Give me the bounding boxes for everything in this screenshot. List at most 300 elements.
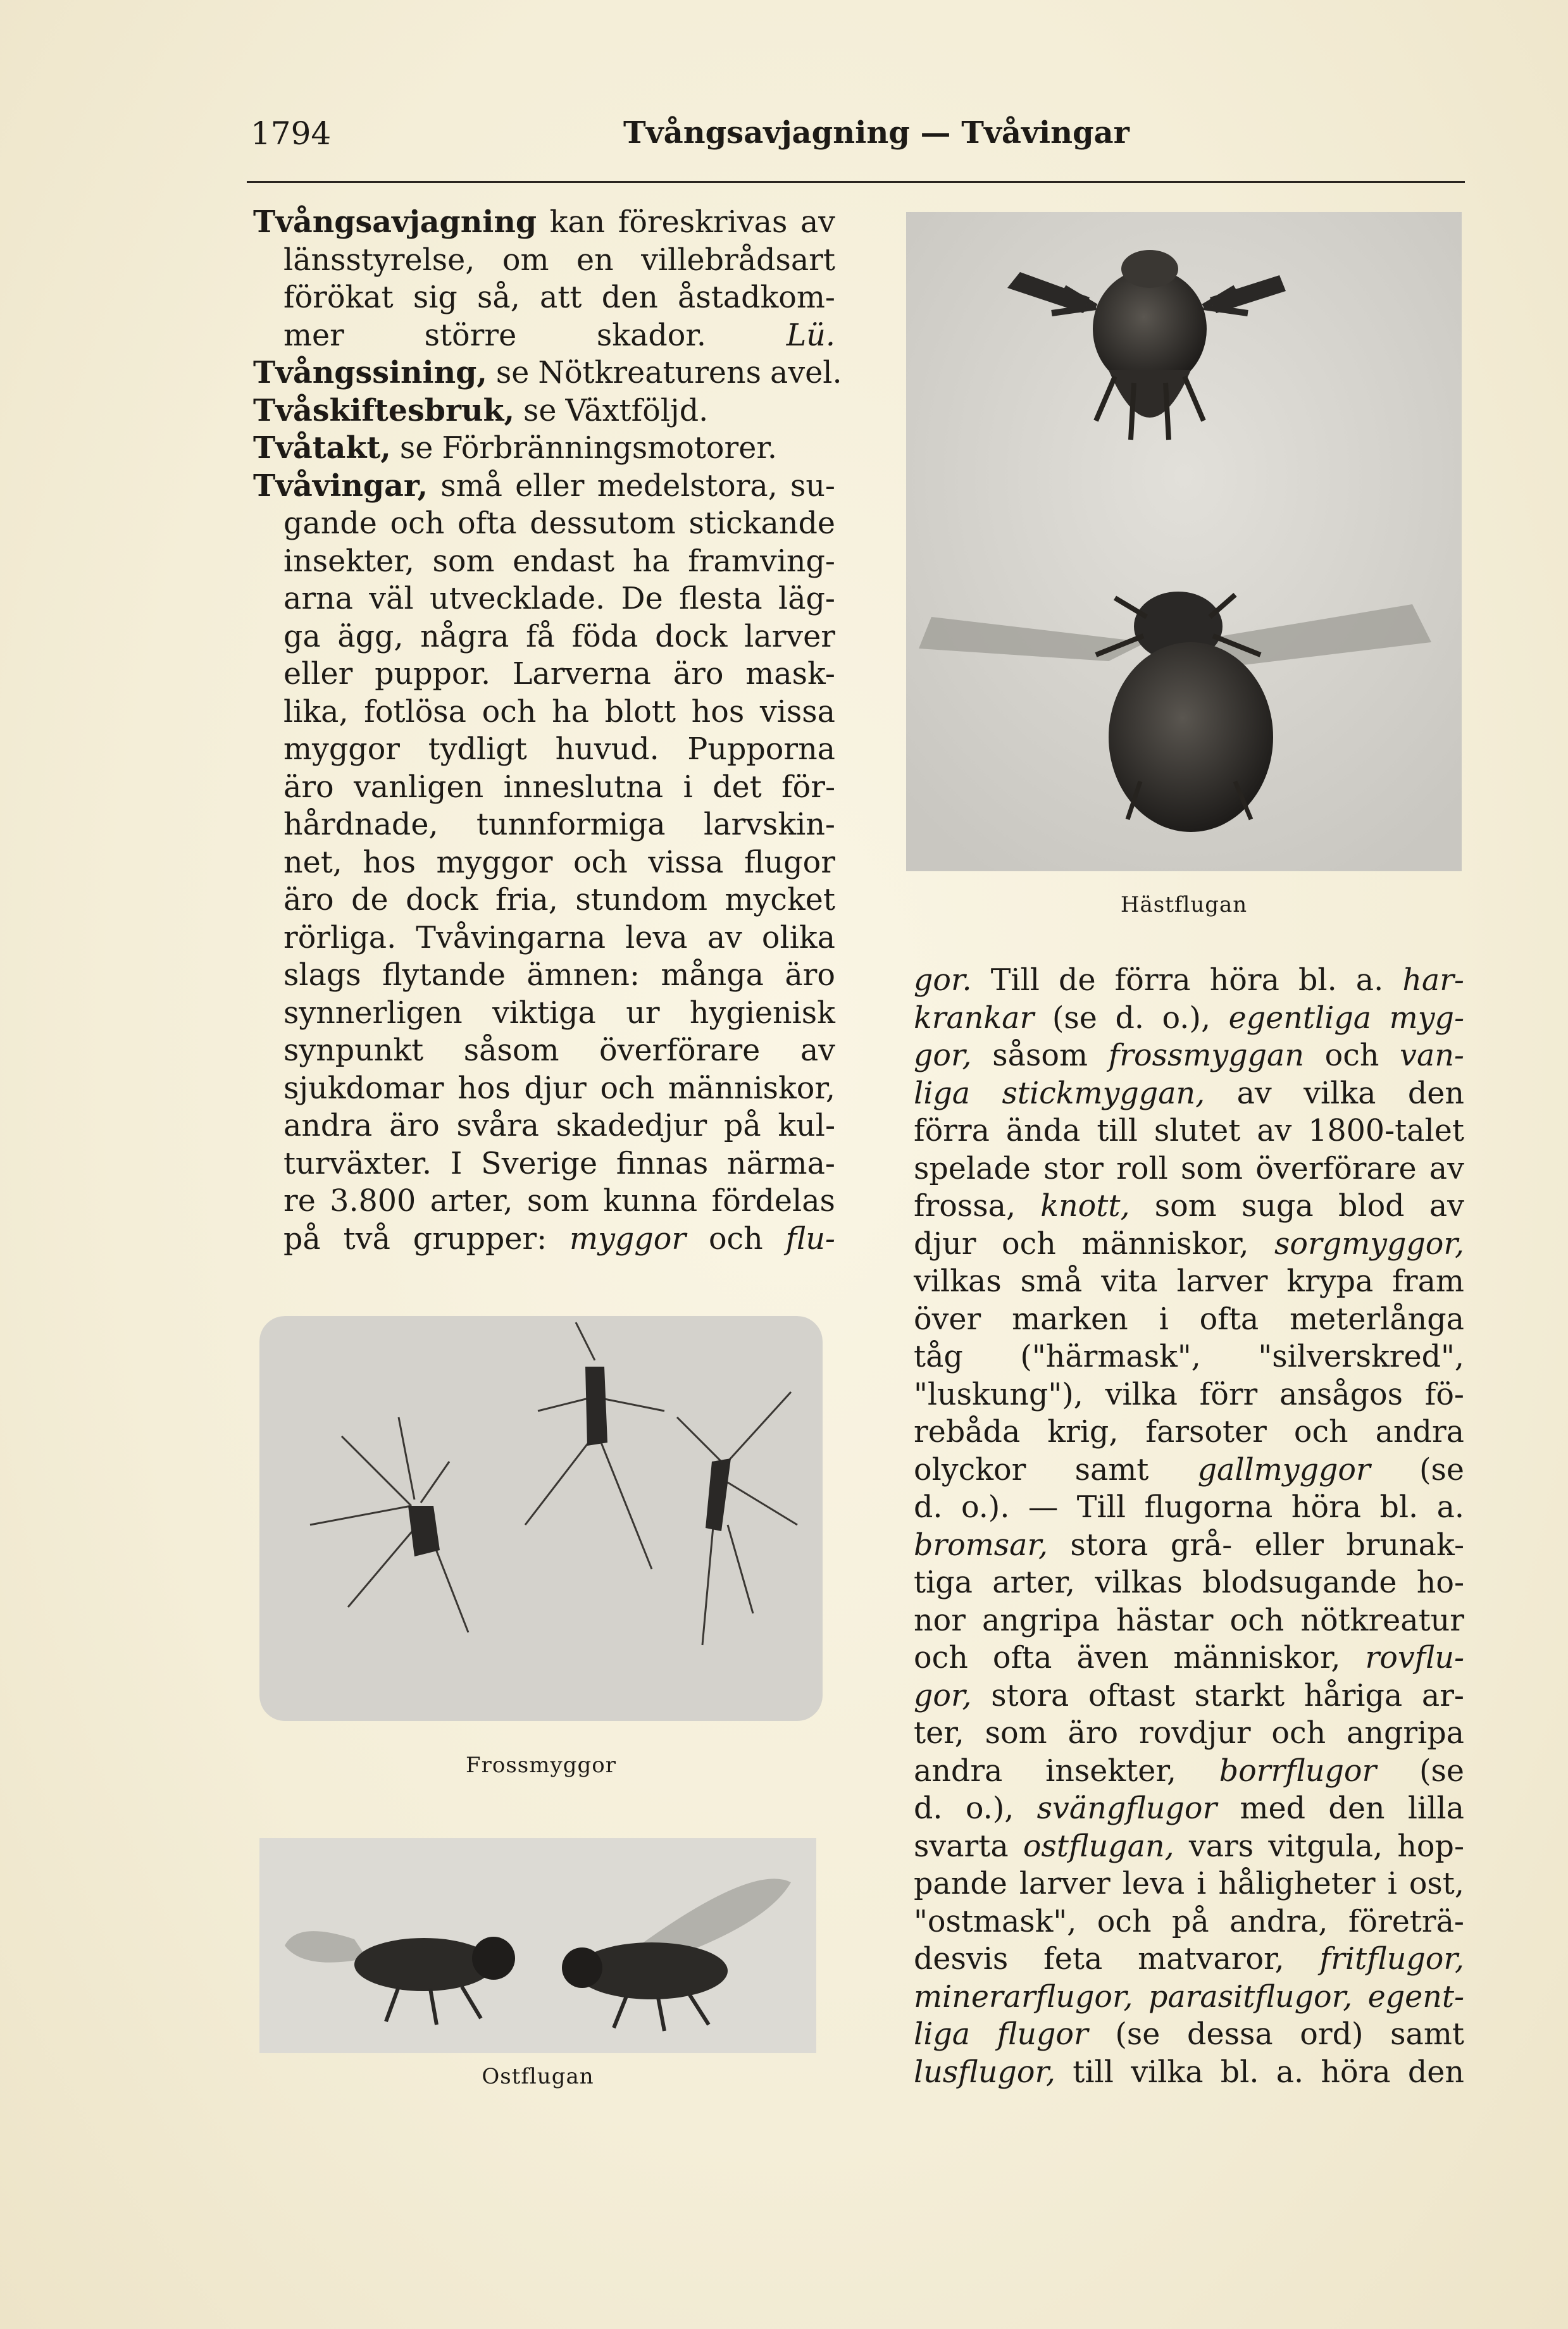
word: dock [655, 619, 728, 654]
word: fram [1392, 1264, 1464, 1299]
word: flugorna [1144, 1490, 1273, 1525]
page-header [247, 115, 1465, 159]
word: och [1002, 1226, 1056, 1262]
word: o.), [1162, 1000, 1211, 1036]
word: lilla [1407, 1791, 1464, 1826]
word: den [1407, 2054, 1464, 2090]
word: äro [1067, 1716, 1119, 1751]
word: förra [914, 1114, 990, 1148]
word: och [600, 1071, 655, 1106]
word: blod [1338, 1189, 1405, 1224]
word: äro [673, 657, 724, 692]
word: gor. [914, 963, 972, 998]
right-column-line [914, 1413, 1464, 1451]
right-column-line [914, 1489, 1464, 1527]
word: en [576, 242, 614, 278]
word: sjukdomar [283, 1071, 444, 1106]
word: ("härmask", [1020, 1339, 1201, 1374]
word: lika, [283, 694, 349, 730]
ostflugan-photo [259, 1838, 816, 2053]
word: kan [549, 205, 606, 240]
word: i [1159, 1301, 1169, 1337]
left-column-line [253, 881, 835, 919]
word: läg- [778, 581, 835, 616]
word: stor [1043, 1151, 1104, 1186]
word: de [1059, 963, 1096, 998]
word: Växtföljd. [565, 393, 709, 428]
word: människor, [1081, 1226, 1249, 1262]
word: det [712, 769, 762, 805]
word: myggor [283, 732, 400, 767]
word: överförare [599, 1033, 761, 1068]
word: Tvåtakt, [253, 430, 391, 466]
right-column-line [914, 1941, 1464, 1978]
word: fördelas [711, 1184, 835, 1219]
word: net, [283, 845, 342, 880]
word: borrflugor [1219, 1753, 1377, 1789]
word: hos [457, 1071, 511, 1106]
word: äro [785, 958, 835, 993]
word: blott [604, 694, 676, 730]
left-column-line [253, 618, 835, 656]
right-column-line [914, 2054, 1464, 2092]
left-column-line [253, 919, 835, 957]
word: se [399, 431, 433, 466]
word: andra [914, 1753, 1003, 1789]
word: höra [1209, 963, 1279, 998]
word: stickande [688, 506, 835, 541]
word: (se [1115, 2017, 1160, 2052]
word: mycket [725, 883, 835, 917]
word: stundom [575, 883, 708, 917]
word: ända [1005, 1114, 1081, 1148]
mosquito-2-body [585, 1367, 607, 1446]
word: feta [1043, 1942, 1103, 1977]
word: Larverna [512, 657, 652, 692]
word: ter, [914, 1716, 964, 1751]
word: andra [283, 1109, 373, 1143]
word: många [661, 958, 764, 993]
word: samt [1074, 1452, 1149, 1487]
right-column-line [914, 1527, 1464, 1565]
word: andra, [1229, 1904, 1328, 1939]
left-column-line [253, 468, 835, 506]
word: närma- [726, 1146, 835, 1181]
left-column-line [253, 1070, 835, 1108]
word: och [1293, 1415, 1348, 1450]
left-column-line [253, 354, 842, 392]
word: dock [406, 883, 478, 917]
word: Lü. [786, 318, 835, 353]
left-column-line [253, 1183, 835, 1220]
right-column-line [914, 1677, 1464, 1715]
word: spelade [914, 1151, 1031, 1186]
word: farsoter [1145, 1415, 1267, 1450]
page-number: 1794 [251, 115, 332, 152]
word: ha [552, 694, 589, 730]
word: d. [1115, 1000, 1144, 1036]
word: arna [283, 581, 353, 616]
word: vissa [648, 845, 724, 880]
word: som [1154, 1189, 1217, 1224]
word: och [390, 506, 445, 541]
word: av [707, 920, 742, 955]
word: och [1324, 1038, 1379, 1073]
word: att [540, 280, 582, 315]
left-column-line [253, 844, 835, 882]
word: matvaror, [1138, 1942, 1285, 1977]
word: över [914, 1301, 981, 1337]
word: äro [283, 883, 334, 917]
right-column-line [914, 1000, 1464, 1038]
word: i [1387, 1866, 1397, 1901]
word: a. [1355, 963, 1384, 998]
word: vilka [1131, 2054, 1204, 2090]
word: egent- [1367, 1979, 1464, 2015]
word: föreskrivas [618, 205, 788, 240]
word: i [1197, 1866, 1207, 1901]
word: Tvångssining, [253, 355, 487, 390]
word: ost, [1409, 1866, 1464, 1901]
word: oftast [1088, 1678, 1176, 1713]
word: såsom [992, 1038, 1088, 1073]
left-column-line [253, 806, 835, 844]
word: angripa [981, 1603, 1100, 1638]
word: nötkreatur [1300, 1603, 1464, 1638]
word: eller [283, 657, 353, 692]
right-column-line [914, 1715, 1464, 1753]
word: Tvångsavjagning [253, 204, 537, 240]
word: stora [991, 1678, 1069, 1713]
word: mer [283, 318, 344, 353]
word: håriga [1304, 1678, 1403, 1713]
word: höra [1291, 1490, 1362, 1525]
word: tunnformiga [476, 807, 666, 842]
left-column-line [253, 1032, 835, 1070]
word: bl. [1220, 2054, 1259, 2090]
right-column-line [914, 1263, 1464, 1301]
word: svåra [456, 1109, 539, 1143]
word: sorgmyggor, [1274, 1226, 1464, 1262]
word: så, [477, 280, 520, 315]
word: rörliga. [283, 920, 397, 955]
word: blodsugande [1202, 1565, 1397, 1600]
left-column-line [253, 769, 835, 807]
word: finnas [616, 1146, 709, 1181]
word: den [1407, 1076, 1464, 1111]
word: hos [363, 845, 416, 880]
word: gallmyggor [1197, 1452, 1371, 1487]
word: dessutom [530, 506, 676, 541]
right-column-line [914, 1338, 1464, 1376]
word: frossmyggan [1108, 1038, 1304, 1073]
word: larver [744, 619, 835, 654]
right-column-line [914, 1602, 1464, 1640]
word: utvecklade. [430, 581, 606, 616]
word: stickmyggan, [1002, 1076, 1205, 1111]
word: endast [513, 543, 615, 579]
word: två [343, 1221, 390, 1257]
word: av [1257, 1114, 1292, 1148]
word: den [1328, 1791, 1385, 1826]
word: leva [1122, 1866, 1185, 1901]
word: gor, [914, 1038, 972, 1073]
word: djur [524, 1071, 587, 1106]
word: brunak- [1346, 1527, 1464, 1563]
right-column-line [914, 1150, 1464, 1188]
word: med [1240, 1791, 1306, 1826]
word: ansågos [1279, 1377, 1403, 1412]
right-column-line [914, 1301, 1464, 1339]
ostflugan-caption: Ostflugan [482, 2064, 594, 2089]
word: på [723, 1109, 761, 1143]
right-column-line [914, 1790, 1464, 1828]
word: även [1076, 1641, 1149, 1675]
word: starkt [1194, 1678, 1285, 1713]
word: arter, [992, 1565, 1076, 1600]
word: som [432, 543, 495, 579]
word: länsstyrelse, [283, 242, 475, 278]
word: såsom [463, 1033, 559, 1068]
word: äro [389, 1109, 440, 1143]
word: flugor [744, 845, 835, 880]
word: angripa [1347, 1716, 1464, 1751]
word: vita [1101, 1264, 1158, 1299]
word: d. [914, 1490, 943, 1525]
right-column-line [914, 1451, 1464, 1489]
word: grupper: [413, 1221, 547, 1257]
word: olyckor [914, 1452, 1026, 1487]
word: som [526, 1184, 589, 1219]
word: som [985, 1716, 1047, 1751]
word: leva [625, 920, 688, 955]
word: su- [790, 468, 835, 504]
word: till [1097, 1114, 1138, 1148]
right-column-line [914, 1639, 1464, 1677]
word: vilkas [1095, 1565, 1183, 1600]
hastflugan-caption: Hästflugan [1120, 892, 1248, 917]
word: dessa [1187, 2017, 1273, 2052]
word: tåg [914, 1339, 963, 1374]
word: och [708, 1221, 763, 1257]
word: ha [632, 543, 670, 579]
word: Tvåvingar, [253, 468, 428, 504]
word: flugor [997, 2017, 1088, 2052]
word: (se [1419, 1753, 1464, 1789]
word: d. [914, 1791, 943, 1826]
word: larvskin- [703, 807, 835, 842]
left-column-line [253, 1220, 835, 1258]
word: larver [1176, 1264, 1268, 1299]
left-column-line [253, 693, 835, 731]
word: (se [1419, 1452, 1464, 1487]
word: hästar [1116, 1603, 1214, 1638]
word: kul- [778, 1109, 835, 1143]
word: kunna [603, 1184, 698, 1219]
word: "luskung"), [914, 1377, 1083, 1412]
word: ar- [1421, 1678, 1464, 1713]
word: vars [1188, 1829, 1254, 1864]
word: små [1020, 1264, 1083, 1299]
right-text-column [914, 962, 1464, 2091]
word: arter, [430, 1184, 513, 1219]
word: samt [1390, 2017, 1464, 2052]
word: o.), [965, 1791, 1014, 1826]
word: I [450, 1146, 463, 1181]
word: avel. [770, 356, 842, 390]
word: nor [914, 1603, 966, 1638]
word: människor, [1173, 1641, 1341, 1675]
word: bl. [1298, 963, 1337, 998]
word: flu- [785, 1221, 835, 1257]
word: på [1171, 1904, 1209, 1939]
word: ga [283, 619, 321, 654]
word: framving- [688, 543, 835, 579]
word: ur [626, 995, 660, 1031]
word: förökat [283, 280, 394, 315]
word: ostflugan, [1023, 1829, 1174, 1864]
word: vilka [1304, 1076, 1376, 1111]
left-column-line [253, 204, 835, 242]
left-text-column [253, 204, 842, 1258]
word: för- [781, 769, 835, 805]
left-column-line [253, 957, 835, 995]
word: vitgula, [1268, 1829, 1383, 1864]
right-column-line [914, 1226, 1464, 1264]
word: liga [914, 1076, 971, 1111]
word: myggor [569, 1221, 687, 1257]
word: flytande [382, 958, 506, 993]
word: Tvåvingarna [416, 920, 606, 955]
left-column-line [253, 655, 835, 693]
right-column-line [914, 1978, 1464, 2016]
word: roll [1116, 1151, 1168, 1186]
word: vilka [1105, 1377, 1178, 1412]
word: liga [914, 2017, 971, 2052]
word: som [1181, 1151, 1243, 1186]
right-column-line [914, 1564, 1464, 1602]
word: eller [515, 468, 585, 504]
word: villebrådsart [641, 242, 835, 278]
word: Nötkreaturens [538, 356, 762, 390]
word: äro [283, 769, 334, 805]
word: myg- [1389, 1000, 1464, 1036]
word: gande [283, 506, 377, 541]
word: skadedjur [556, 1109, 707, 1143]
word: företrä- [1348, 1904, 1464, 1939]
word: ho- [1416, 1565, 1464, 1600]
word: synnerligen [283, 995, 463, 1031]
word: o.). [961, 1490, 1010, 1525]
word: eller [1254, 1527, 1324, 1563]
word: pande [914, 1866, 1007, 1901]
right-column-line [914, 1188, 1464, 1226]
word: ämnen: [526, 958, 640, 993]
word: hårdnade, [283, 807, 439, 842]
word: till [1073, 2054, 1114, 2090]
left-column-line [253, 543, 835, 581]
word: tiga [914, 1565, 973, 1600]
left-column-line [253, 580, 835, 618]
word: Förbränningsmotorer. [442, 431, 777, 466]
word: minerarflugor, [914, 1979, 1133, 2015]
word: ofta [457, 506, 517, 541]
right-column-line [914, 2016, 1464, 2054]
word: meterlånga [1290, 1301, 1464, 1337]
word: andra [1375, 1415, 1464, 1450]
word: ägg, [337, 619, 404, 654]
word: de [351, 883, 389, 917]
word: egentliga [1228, 1000, 1372, 1036]
word: flesta [679, 581, 762, 616]
word: van- [1400, 1038, 1464, 1073]
word: synpunkt [283, 1033, 424, 1068]
word: turväxter. [283, 1146, 432, 1181]
left-column-line [253, 317, 835, 355]
word: fria, [495, 883, 558, 917]
word: se [495, 356, 530, 390]
right-column-line [914, 1075, 1464, 1113]
word: krankar [914, 1000, 1035, 1036]
word: i [683, 769, 693, 805]
right-column-line [914, 1865, 1464, 1903]
word: djur [914, 1226, 976, 1262]
word: se [523, 393, 557, 428]
right-column-line [914, 1037, 1464, 1075]
word: viktiga [492, 995, 596, 1031]
word: slags [283, 958, 361, 993]
word: förra [1114, 963, 1191, 998]
left-column-line [253, 430, 835, 468]
word: väl [369, 581, 414, 616]
word: av [1429, 1151, 1464, 1186]
word: suga [1241, 1189, 1314, 1224]
word: grå- [1170, 1527, 1233, 1563]
word: olika [761, 920, 835, 955]
word: höra [1321, 2054, 1391, 2090]
word: av [800, 205, 835, 240]
word: tydligt [428, 732, 527, 767]
word: fö- [1424, 1377, 1464, 1412]
word: inneslutna [503, 769, 664, 805]
word: insekter, [1045, 1753, 1176, 1789]
right-column-line [914, 1376, 1464, 1414]
word: Till [1076, 1490, 1126, 1525]
running-title: Tvångsavjagning — Tvåvingar [623, 115, 1129, 151]
word: överförare [1255, 1151, 1417, 1186]
word: av [800, 1033, 835, 1068]
word: har- [1402, 963, 1464, 998]
word: svarta [914, 1829, 1009, 1864]
word: bl. [1379, 1490, 1419, 1525]
word: larver [1019, 1866, 1111, 1901]
word: fritflugor, [1319, 1942, 1464, 1977]
word: och [482, 694, 537, 730]
word: ofta [1199, 1301, 1259, 1337]
word: Till [990, 963, 1040, 998]
word: åstadkom- [678, 280, 835, 315]
word: skador. [596, 318, 706, 353]
word: hygienisk [689, 995, 835, 1031]
word: myggor [436, 845, 553, 880]
header-rule [247, 181, 1465, 183]
word: rovdjur [1138, 1716, 1251, 1751]
word: fotlösa [364, 694, 466, 730]
left-column-line [253, 1107, 835, 1145]
word: re [283, 1184, 316, 1219]
word: av [1236, 1076, 1272, 1111]
word: rebåda [914, 1415, 1021, 1450]
